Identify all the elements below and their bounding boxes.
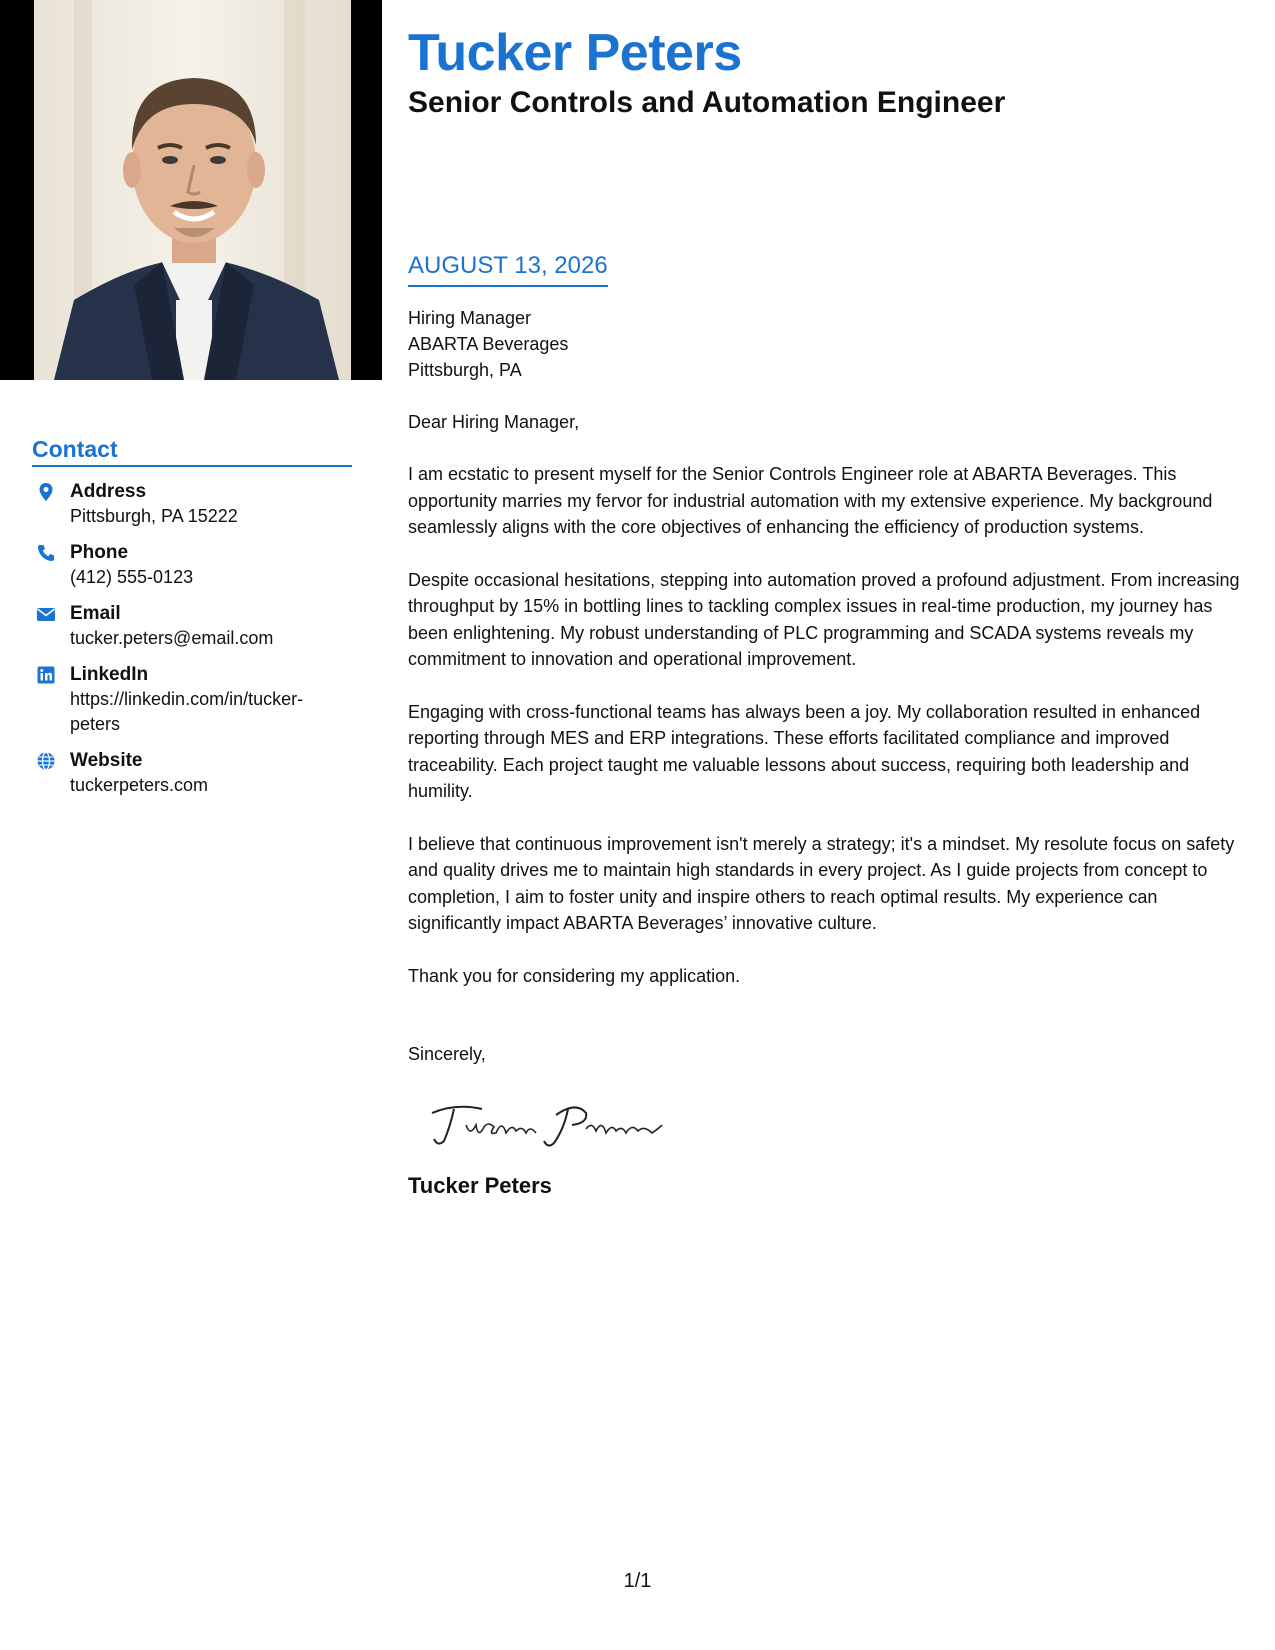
contact-label-linkedin: LinkedIn (70, 664, 149, 685)
linkedin-icon (36, 665, 56, 685)
date-section (408, 250, 1246, 287)
contact-list (32, 479, 352, 798)
contact-section-title: Contact (32, 436, 352, 467)
contact-label-website: Website (70, 750, 143, 771)
recipient-line: Pittsburgh, PA (408, 360, 522, 380)
contact-sidebar (32, 436, 352, 809)
handwritten-signature (426, 1095, 666, 1151)
phone-icon (36, 543, 56, 563)
recipient-line: ABARTA Beverages (408, 334, 569, 354)
page-number: 1/1 (623, 1570, 652, 1592)
profile-photo-image (34, 0, 351, 380)
body-paragraph: I am ecstatic to present myself for the Senior Controls Engineer role at ABARTA Beverages. This opportunity marries my fervor for industrial automation with my extensive experience. My background seamlessly aligns with the core objectives of enhancing the efficiency of production systems. (408, 464, 1213, 537)
contact-value-phone: (412) 555-0123 (70, 567, 194, 587)
contact-label-address: Address (70, 481, 147, 502)
contact-item-linkedin (32, 662, 352, 737)
applicant-name: Tucker Peters (408, 24, 742, 82)
body-paragraph: Engaging with cross-functional teams has always been a joy. My collaboration resulted in enhanced reporting through MES and ERP integrations. These efforts facilitated compliance and improved traceability. Each project taught me valuable lessons about success, requiring both leadership and humility. (408, 701, 1201, 801)
letter-body (408, 22, 1246, 1199)
body-paragraph: Thank you for considering my application. (408, 965, 741, 986)
signer-name: Tucker Peters (408, 1173, 552, 1198)
body-paragraph: Despite occasional hesitations, stepping into automation proved a profound adjustment. From increasing throughput by 15% in bottling lines to tackling complex issues in real-time production, my journey has been enlightening. My robust understanding of PLC programming and SCADA systems reveals my commitment to innovation and operational improvement. (408, 569, 1240, 669)
applicant-title: Senior Controls and Automation Engineer (408, 86, 1006, 119)
letter-date: AUGUST 13, 2026 (408, 250, 608, 287)
body-paragraph: I believe that continuous improvement isn't merely a strategy; it's a mindset. My resolute focus on safety and quality drives me to maintain high standards in every project. As I guide projects from concept to completion, I aim to foster unity and inspire others to reach optimal results. My experience can significantly impact ABARTA Beverages’ innovative culture. (408, 833, 1235, 933)
profile-photo (0, 0, 382, 380)
contact-item-website (32, 748, 352, 798)
contact-item-address (32, 479, 352, 529)
globe-icon (36, 751, 56, 771)
contact-label-email: Email (70, 603, 121, 624)
contact-label-phone: Phone (70, 542, 129, 563)
contact-item-phone (32, 540, 352, 590)
recipient-line: Hiring Manager (408, 308, 532, 328)
salutation: Dear Hiring Manager, (408, 412, 580, 432)
contact-value-linkedin[interactable]: https://linkedin.com/in/tucker-peters (70, 689, 304, 734)
contact-value-website[interactable]: tuckerpeters.com (70, 775, 209, 795)
recipient-block (408, 305, 1246, 383)
map-pin-icon (36, 482, 56, 502)
contact-item-email (32, 601, 352, 651)
closing: Sincerely, (408, 1044, 486, 1064)
contact-value-email[interactable]: tucker.peters@email.com (70, 628, 274, 648)
envelope-icon (36, 604, 56, 624)
contact-value-address: Pittsburgh, PA 15222 (70, 506, 238, 526)
